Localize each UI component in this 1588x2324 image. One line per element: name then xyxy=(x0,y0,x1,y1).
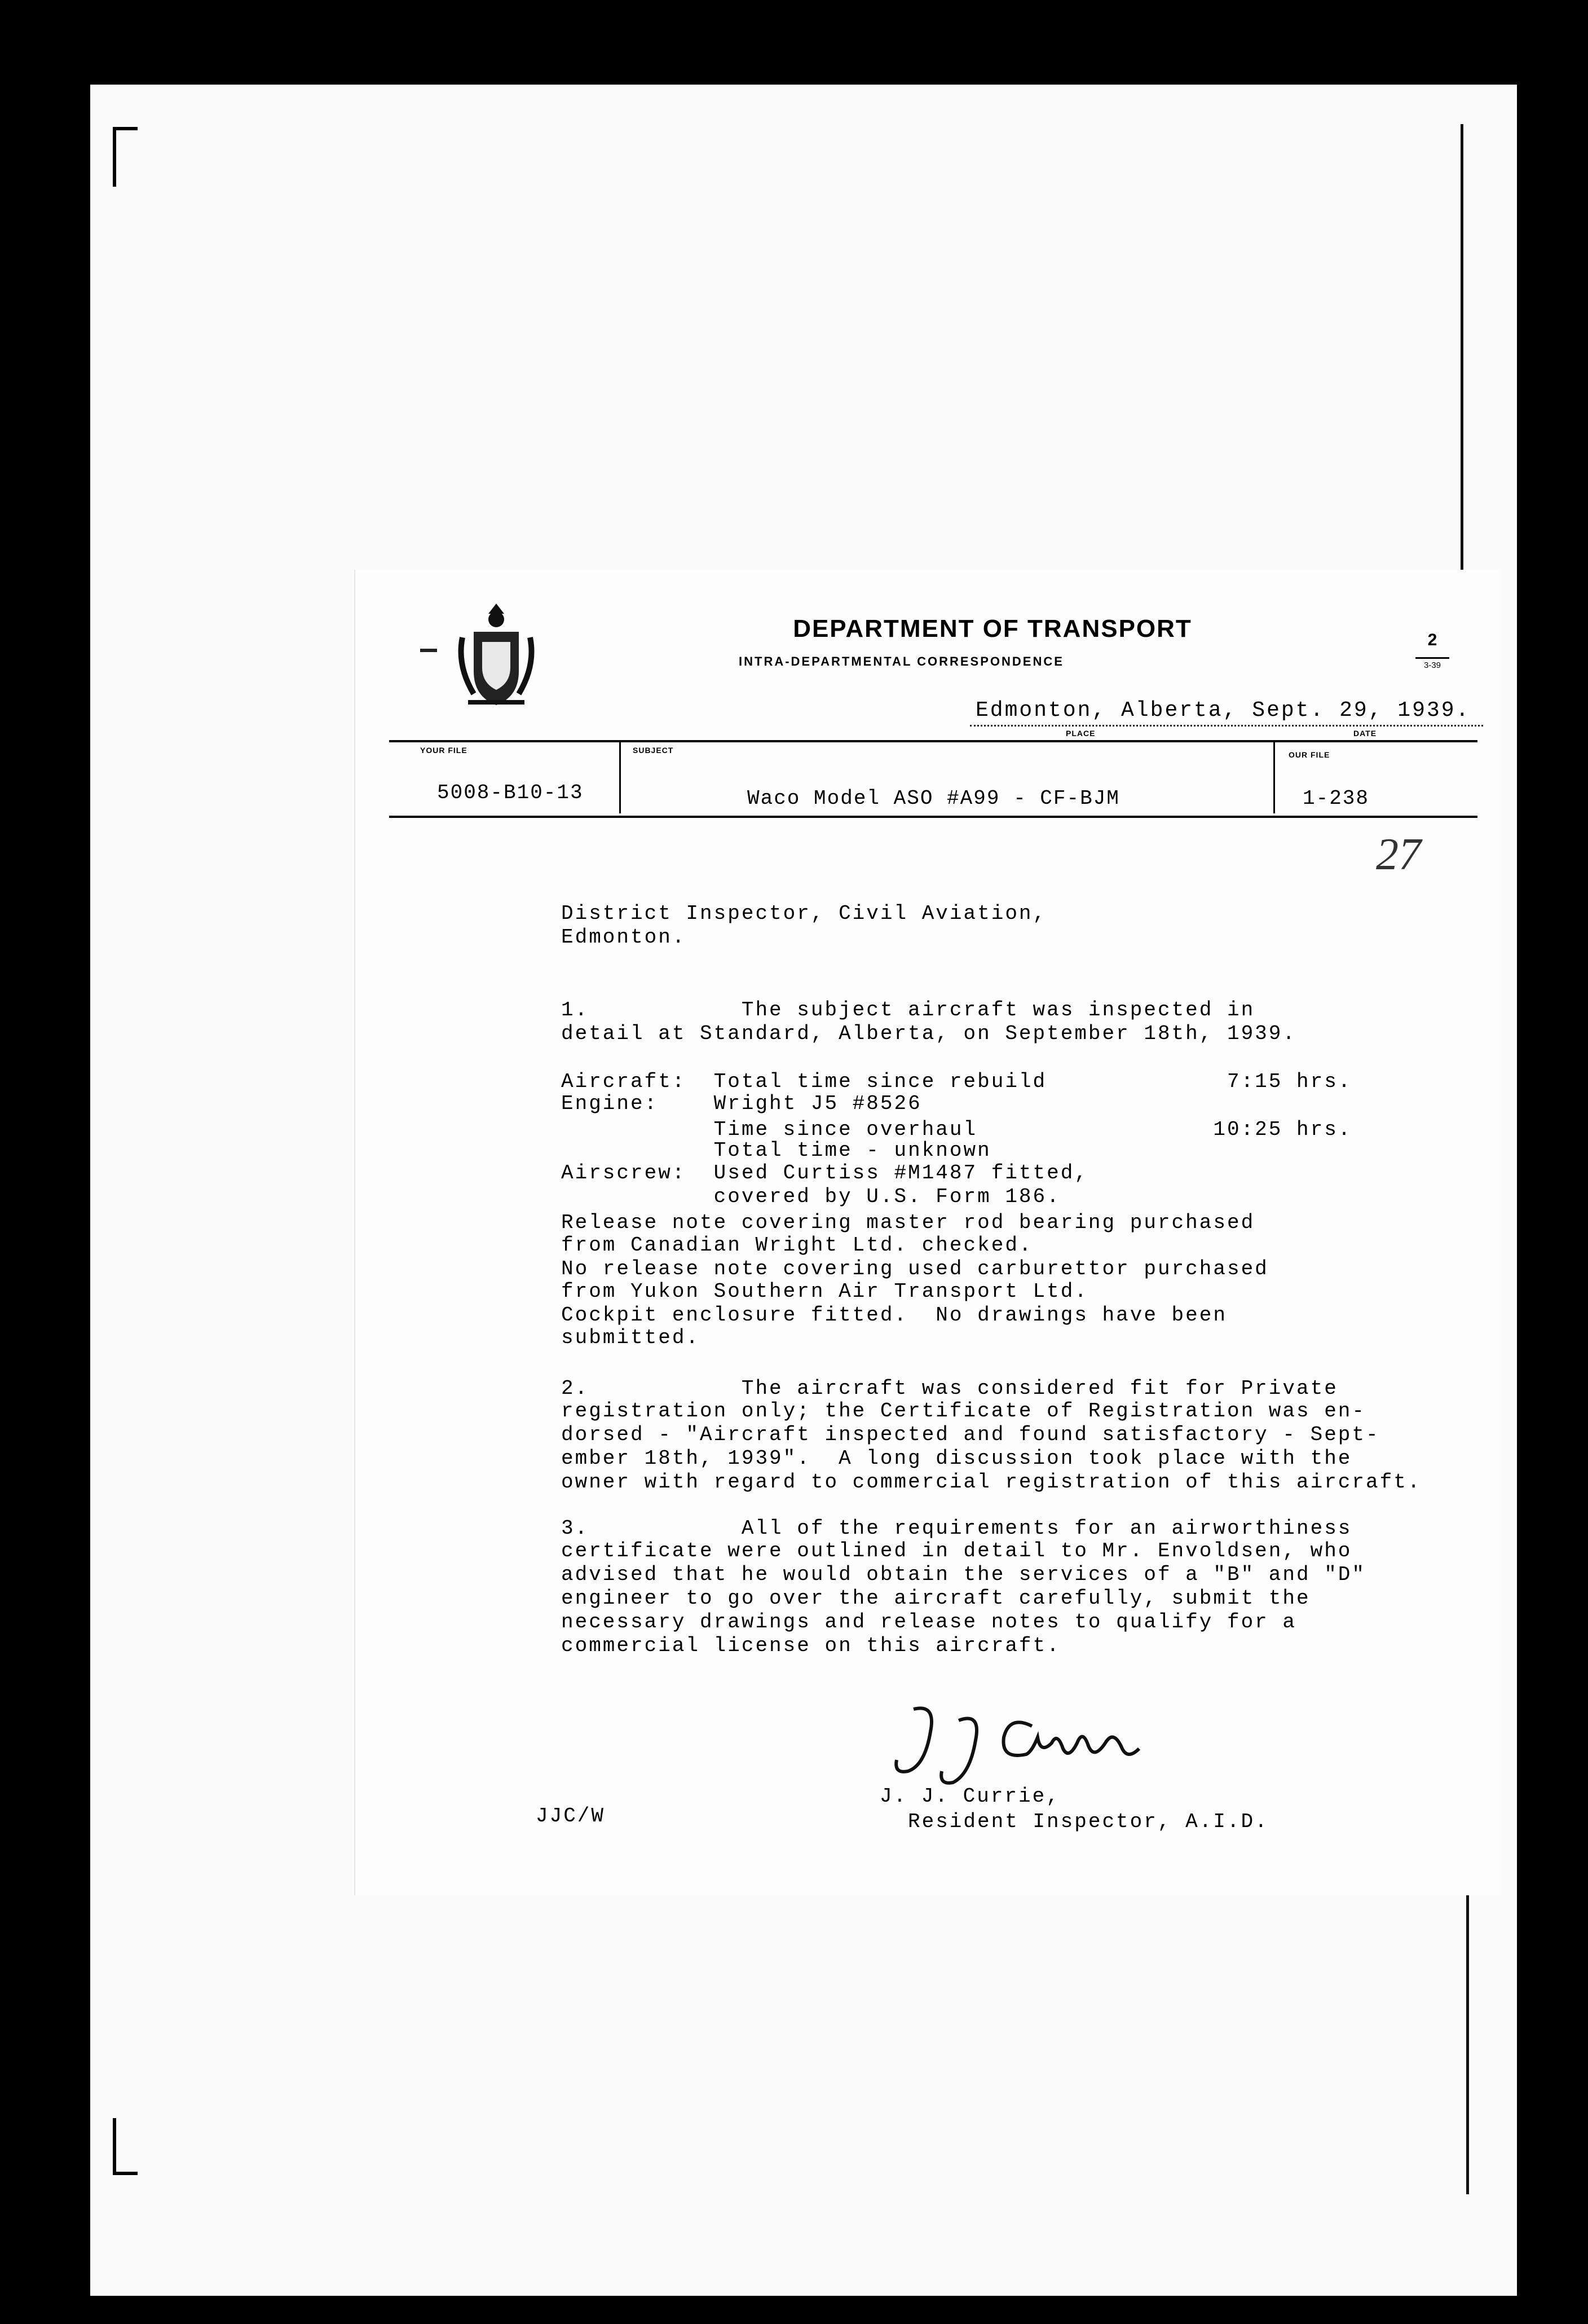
subject-value: Waco Model ASO #A99 - CF-BJM xyxy=(747,787,1120,810)
our-file-label: OUR FILE xyxy=(1289,750,1330,759)
body-line: detail at Standard, Alberta, on September 18th, 1939. xyxy=(561,1022,1296,1045)
body-line: ember 18th, 1939". A long discussion took place with the xyxy=(561,1447,1352,1470)
body-line: advised that he would obtain the services of a "B" and "D" xyxy=(561,1563,1366,1586)
body-line: registration only; the Certificate of Registration was en- xyxy=(561,1399,1366,1423)
your-file-value: 5008-B10-13 xyxy=(437,781,584,804)
detail-line: Release note covering master rod bearing purchased xyxy=(561,1211,1255,1234)
body-line: owner with regard to commercial registration of this aircraft. xyxy=(561,1471,1422,1494)
our-file-value: 1-238 xyxy=(1303,787,1370,810)
detail-line: No release note covering used carburettor purchased xyxy=(561,1257,1269,1280)
body-line: 2. The aircraft was considered fit for Private xyxy=(561,1377,1338,1400)
signature-title: Resident Inspector, A.I.D. xyxy=(908,1810,1269,1833)
body-line: commercial license on this aircraft. xyxy=(561,1634,1061,1657)
addressee-line: Edmonton. xyxy=(561,926,686,949)
detail-line: Cockpit enclosure fitted. No drawings have been xyxy=(561,1304,1227,1327)
scan-mark xyxy=(420,649,437,652)
detail-line: Time since overhaul 10:25 hrs. xyxy=(561,1118,1352,1141)
body-line: dorsed - "Aircraft inspected and found satisfactory - Sept- xyxy=(561,1423,1380,1446)
department-title: DEPARTMENT OF TRANSPORT xyxy=(793,615,1192,642)
place-date: Edmonton, Alberta, Sept. 29, 1939. xyxy=(976,698,1471,723)
your-file-label: YOUR FILE xyxy=(420,746,467,755)
body-line: certificate were outlined in detail to Mr. Envoldsen, who xyxy=(561,1539,1352,1562)
bottom-left-corner-mark xyxy=(113,2118,138,2175)
top-left-corner-mark xyxy=(113,127,138,187)
right-edge-line-lower xyxy=(1466,1878,1469,2194)
place-label: PLACE xyxy=(1066,729,1096,738)
detail-line: from Yukon Southern Air Transport Ltd. xyxy=(561,1280,1088,1303)
detail-line: submitted. xyxy=(561,1326,700,1349)
detail-line: Engine: Wright J5 #8526 xyxy=(561,1092,922,1115)
coat-of-arms-icon xyxy=(451,598,541,711)
body-line: 1. The subject aircraft was inspected in xyxy=(561,998,1255,1022)
table-divider xyxy=(1273,741,1275,813)
detail-line: Aircraft: Total time since rebuild 7:15 hrs. xyxy=(561,1070,1352,1093)
detail-line: Total time - unknown xyxy=(561,1139,991,1162)
form-date: 3-39 xyxy=(1415,657,1449,670)
signature-name: J. J. Currie, xyxy=(880,1785,1060,1808)
page-annotation: 27 xyxy=(1376,830,1421,879)
table-divider xyxy=(619,741,621,813)
detail-line: Airscrew: Used Curtiss #M1487 fitted, xyxy=(561,1161,1088,1185)
department-subtitle: INTRA-DEPARTMENTAL CORRESPONDENCE xyxy=(739,654,1064,668)
place-date-underline xyxy=(970,725,1483,727)
body-line: necessary drawings and release notes to qualify for a xyxy=(561,1610,1296,1634)
form-number: 2 xyxy=(1427,631,1437,649)
reference-initials: JJC/W xyxy=(536,1804,606,1828)
addressee-line: District Inspector, Civil Aviation, xyxy=(561,902,1047,925)
detail-line: from Canadian Wright Ltd. checked. xyxy=(561,1234,1033,1257)
body-line: 3. All of the requirements for an airworthiness xyxy=(561,1517,1352,1540)
detail-line: covered by U.S. Form 186. xyxy=(561,1185,1061,1208)
body-line: engineer to go over the aircraft carefully, submit the xyxy=(561,1587,1311,1610)
subject-label: SUBJECT xyxy=(633,746,674,755)
date-label: DATE xyxy=(1353,729,1377,738)
